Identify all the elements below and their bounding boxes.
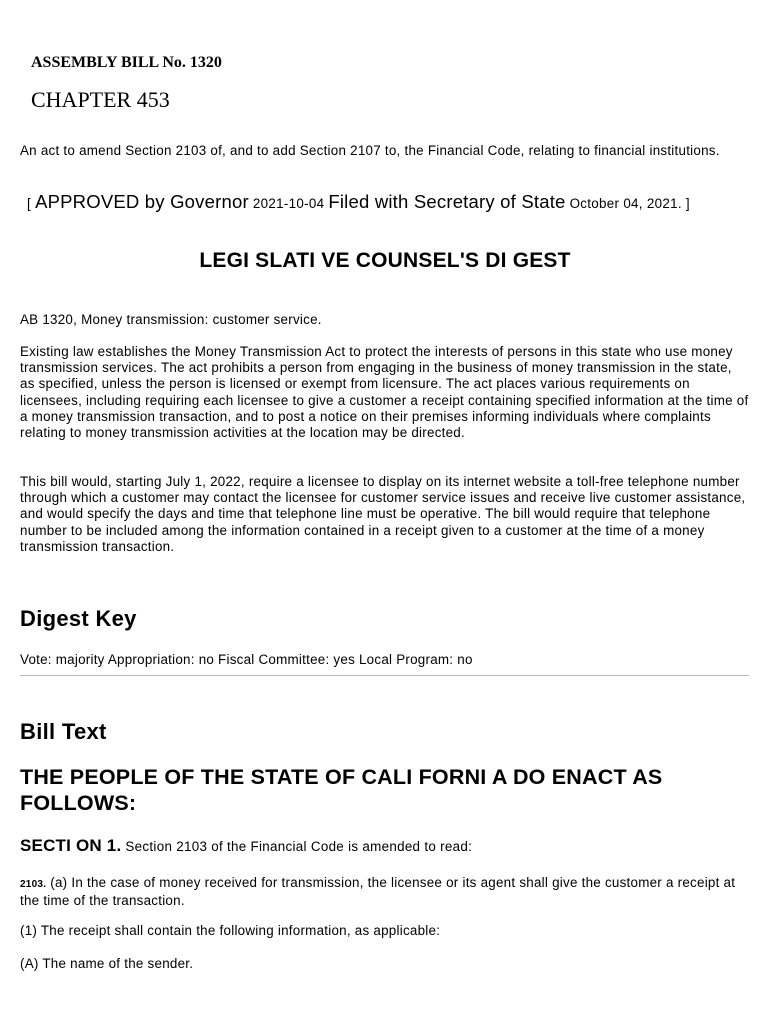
chapter-heading: CHAPTER 453	[31, 87, 170, 112]
paragraph-a	[20, 875, 750, 909]
open-bracket: [	[27, 196, 32, 211]
act-description: An act to amend Section 2103 of, and to add Section 2107 to, the Financial Code, relating to financial institutions.	[20, 143, 720, 158]
section-label: SECTI ON 1.	[20, 836, 122, 855]
approved-label: APPROVED by Governor	[35, 191, 249, 212]
bill-text-heading: Bill Text	[20, 719, 107, 744]
digest-title: LEGI SLATI VE COUNSEL'S DI GEST	[199, 249, 571, 272]
enacting-clause: THE PEOPLE OF THE STATE OF CALI FORNI A DO ENACT AS FOLLOWS:	[20, 765, 663, 815]
paragraph-1: (1) The receipt shall contain the following information, as applicable:	[20, 923, 441, 938]
digest-summary: AB 1320, Money transmission: customer service.	[20, 312, 322, 327]
section-1-line	[20, 836, 472, 856]
paragraph-A: (A) The name of the sender.	[20, 956, 194, 971]
paragraph-a-text: (a) In the case of money received for transmission, the licensee or its agent shall give the customer a receipt at the time of the transaction.	[20, 875, 736, 909]
approval-line	[27, 191, 690, 213]
bill-number: ASSEMBLY BILL No. 1320	[31, 54, 222, 71]
filed-label: Filed with Secretary of State	[328, 191, 566, 212]
approved-date: 2021-10-04	[252, 196, 325, 211]
digest-key-line: Vote: majority Appropriation: no Fiscal Committee: yes Local Program: no	[20, 652, 473, 667]
section-intro: Section 2103 of the Financial Code is amended to read:	[125, 839, 473, 854]
section-number: 2103.	[20, 879, 47, 890]
close-bracket: ]	[685, 196, 690, 211]
digest-existing-law: Existing law establishes the Money Transmission Act to protect the interests of persons in this state who use money transmission services. The act prohibits a person from engaging in the business of money transmission in the state, as specified, unless the person is licensed or exempt from licensure. The act places various requirements on licensees, including requiring each licensee to give a customer a receipt containing specified information at the time of a money transmission transaction, and to post a notice on their premises informing individuals where complaints relating to money transmission activities at the location may be directed.	[20, 344, 749, 441]
digest-key-heading: Digest Key	[20, 606, 137, 631]
digest-this-bill: This bill would, starting July 1, 2022, require a licensee to display on its internet website a toll-free telephone number through which a customer may contact the licensee for customer service issues and receive live customer assistance, and would specify the days and time that telephone line must be operative. The bill would require that telephone number to be included among the information contained in a receipt given to a customer at the time of a money transmission transaction.	[20, 474, 746, 554]
filed-date: October 04, 2021.	[569, 196, 682, 211]
divider	[20, 675, 749, 676]
